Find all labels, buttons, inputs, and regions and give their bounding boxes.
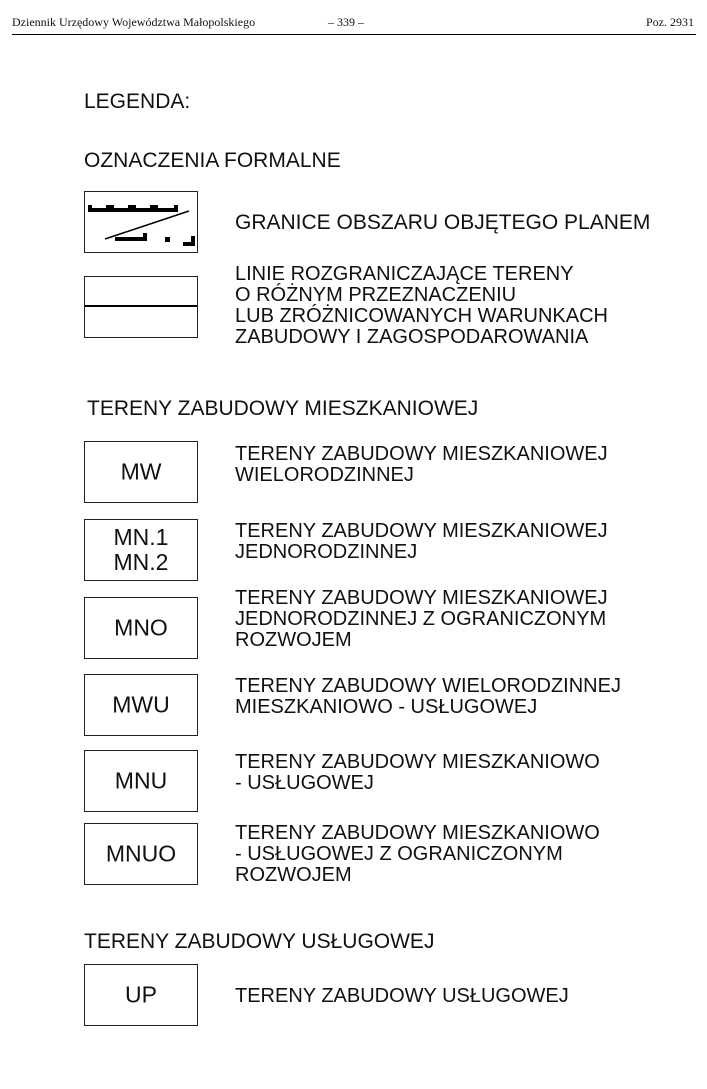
plan-boundary-symbol (84, 191, 198, 253)
page-header (12, 12, 696, 34)
legend-desc: TERENY ZABUDOWY WIELORODZINNEJ MIESZKANIOWO - USŁUGOWEJ (235, 675, 621, 718)
legend-symbol (84, 964, 198, 1026)
zone-code: MNU (114, 767, 168, 794)
dividing-line-symbol (84, 276, 198, 338)
legend-desc: LINIE ROZGRANICZAJĄCE TERENY O RÓŻNYM PRZEZNACZENIU LUB ZRÓŻNICOWANYCH WARUNKACH ZABUDOWY I ZAGOSPODAROWANIA (235, 263, 608, 348)
legend-symbol (84, 750, 198, 812)
plan-boundary-graphic (85, 192, 199, 254)
legend-symbol (84, 597, 198, 659)
zone-code: UP (125, 981, 157, 1008)
legend-title: LEGENDA: (84, 90, 191, 113)
legend-desc: TERENY ZABUDOWY MIESZKANIOWEJ JEDNORODZINNEJ Z OGRANICZONYM ROZWOJEM (235, 587, 608, 651)
zone-code: MNUO (105, 840, 177, 867)
legend-symbol (84, 823, 198, 885)
page-number: – 339 – (328, 15, 364, 29)
legend-desc: TERENY ZABUDOWY USŁUGOWEJ (235, 985, 569, 1007)
zone-code: MW (120, 458, 162, 485)
position-number: Poz. 2931 (646, 15, 694, 29)
legend-desc: TERENY ZABUDOWY MIESZKANIOWEJ WIELORODZINNEJ (235, 443, 608, 486)
zone-code: MWU (112, 691, 170, 718)
legend-symbol (84, 519, 198, 581)
section-title-services: TERENY ZABUDOWY USŁUGOWEJ (84, 930, 435, 953)
journal-title: Dziennik Urzędowy Województwa Małopolskiego (12, 15, 256, 29)
legend-desc: TERENY ZABUDOWY MIESZKANIOWO - USŁUGOWEJ Z OGRANICZONYM ROZWOJEM (235, 822, 600, 886)
legend-desc: TERENY ZABUDOWY MIESZKANIOWEJ JEDNORODZINNEJ (235, 520, 608, 563)
legend-symbol (84, 441, 198, 503)
legend-symbol (84, 674, 198, 736)
zone-code: MN.1 MN.2 (113, 524, 169, 575)
section-title-residential: TERENY ZABUDOWY MIESZKANIOWEJ (87, 397, 479, 420)
legend-desc: TERENY ZABUDOWY MIESZKANIOWO - USŁUGOWEJ (235, 751, 600, 794)
zone-code: MNO (114, 614, 168, 641)
dividing-line (85, 305, 197, 307)
legend-desc: GRANICE OBSZARU OBJĘTEGO PLANEM (235, 211, 651, 234)
section-title-formal: OZNACZENIA FORMALNE (84, 149, 341, 172)
header-rule (12, 34, 696, 35)
